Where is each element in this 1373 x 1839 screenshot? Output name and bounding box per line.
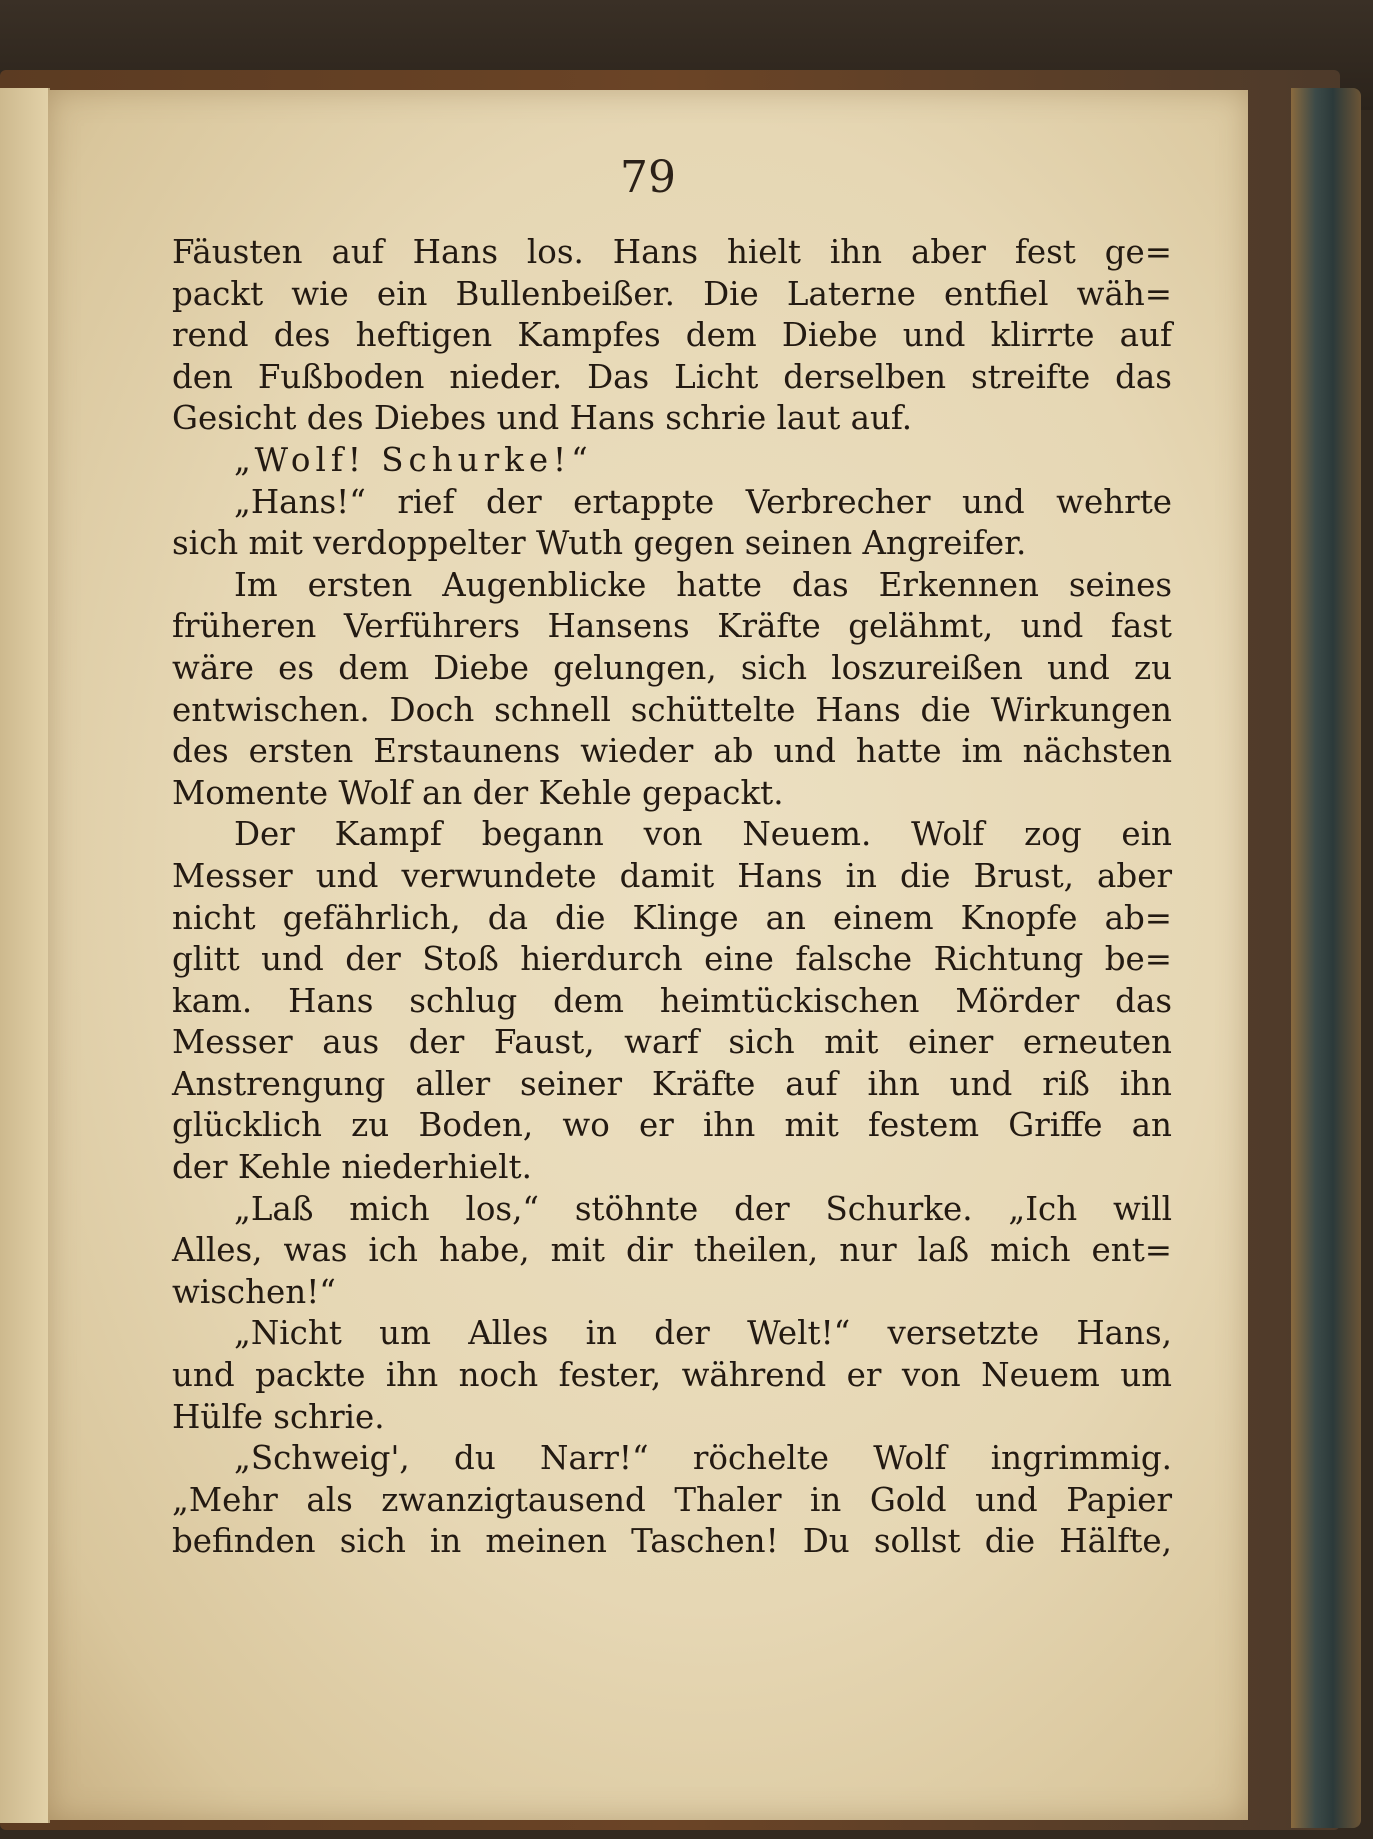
text-line: Der Kampf begann von Neuem. Wolf zog ein (234, 815, 1172, 854)
text-line: nicht gefährlich, da die Klinge an einem Knopfe ab= (172, 898, 1172, 937)
text-line: entwischen. Doch schnell schüttelte Hans die Wirkungen (172, 690, 1172, 729)
text-line: und packte ihn noch fester, während er von Neuem um (172, 1356, 1172, 1395)
book-spine-edge (1291, 88, 1361, 1828)
text-line: Messer und verwundete damit Hans in die Brust, aber (172, 856, 1172, 895)
text-line: wäre es dem Diebe gelungen, sich loszureißen und zu (172, 648, 1172, 687)
text-line: „Hans!“ rief der ertappte Verbrecher und wehrte (234, 482, 1172, 521)
left-page-edge (0, 88, 50, 1823)
text-line: „Nicht um Alles in der Welt!“ versetzte Hans, (234, 1314, 1172, 1353)
text-line: der Kehle niederhielt. (172, 1148, 532, 1187)
text-line: Gesicht des Diebes und Hans schrie laut auf. (172, 399, 913, 438)
text-line: Hülfe schrie. (172, 1397, 385, 1436)
text-line: Anstrengung aller seiner Kräfte auf ihn und riß ihn (172, 1064, 1172, 1103)
text-line: Im ersten Augenblicke hatte das Erkennen seines (234, 565, 1172, 604)
text-line: „Schweig', du Narr!“ röchelte Wolf ingrimmig. (234, 1439, 1172, 1478)
text-line: wischen!“ (172, 1272, 336, 1311)
page-number: 79 (620, 152, 676, 203)
text-line: des ersten Erstaunens wieder ab und hatte im nächsten (172, 732, 1172, 771)
page-text-block (172, 232, 1172, 1563)
text-line: Fäusten auf Hans los. Hans hielt ihn aber fest ge= (172, 233, 1172, 271)
text-line: glücklich zu Boden, wo er ihn mit festem Griffe an (172, 1106, 1172, 1145)
text-line: rend des heftigen Kampfes dem Diebe und klirrte auf (172, 316, 1172, 355)
text-line: Momente Wolf an der Kehle gepackt. (172, 773, 784, 812)
text-line: kam. Hans schlug dem heimtückischen Mörder das (172, 981, 1172, 1020)
text-line: sich mit verdoppelter Wuth gegen seinen Angreifer. (172, 524, 1027, 563)
text-line: befinden sich in meinen Taschen! Du sollst die Hälfte, (172, 1522, 1172, 1561)
text-line: „Wolf! Schurke!“ (234, 440, 593, 479)
text-line: früheren Verführers Hansens Kräfte gelähmt, und fast (172, 607, 1172, 646)
text-line: glitt und der Stoß hierdurch eine falsche Richtung be= (172, 940, 1172, 979)
text-line: Alles, was ich habe, mit dir theilen, nur laß mich ent= (172, 1231, 1172, 1270)
text-line: „Laß mich los,“ stöhnte der Schurke. „Ich will (234, 1189, 1172, 1228)
text-line: Messer aus der Faust, warf sich mit einer erneuten (172, 1023, 1172, 1062)
text-line: „Mehr als zwanzigtausend Thaler in Gold und Papier (172, 1480, 1172, 1519)
book-page (48, 90, 1248, 1820)
text-line: packt wie ein Bullenbeißer. Die Laterne entfiel wäh= (172, 274, 1172, 313)
text-line: den Fußboden nieder. Das Licht derselben streifte das (172, 357, 1172, 396)
